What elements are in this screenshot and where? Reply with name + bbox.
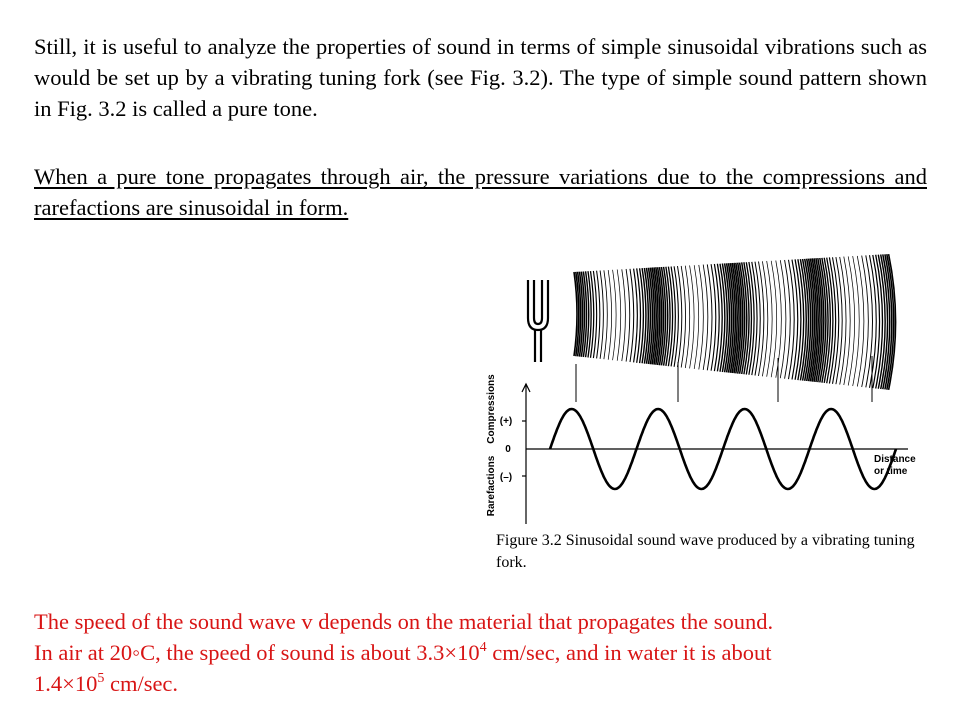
positive-label: (+)	[499, 416, 513, 427]
tuning-fork-icon	[528, 280, 548, 362]
air-prefix: In air at 20	[34, 640, 133, 665]
speed-of-sound-paragraph	[34, 606, 934, 699]
sound-wave-fronts	[574, 254, 896, 390]
wave-front-line	[694, 265, 699, 369]
pure-tone-paragraph: When a pure tone propagates through air, the pressure variations due to the compressions and rarefactions are sinusoidal in form.	[34, 164, 927, 220]
wave-front-line	[608, 270, 611, 360]
wave-front-line	[785, 260, 791, 379]
water-speed-base: 1.4×10	[34, 671, 98, 696]
air-speed-text: C, the speed of sound is about 3.3×10	[140, 640, 480, 665]
degree-symbol: ◦	[132, 640, 141, 665]
wave-front-line	[622, 269, 626, 361]
pressure-axis	[522, 384, 530, 524]
wave-front-line	[844, 257, 850, 385]
wave-front-line	[862, 256, 869, 387]
speed-line-1: The speed of the sound wave v depends on the material that propagates the sound.	[34, 609, 774, 634]
zero-label: 0	[505, 444, 511, 455]
intro-paragraph: Still, it is useful to analyze the properties of sound in terms of simple sinusoidal vibrations such as would be set up by a vibrating tuning fork (see Fig. 3.2). The type of simple sound pattern shown in Fig. 3.2 is called a pure tone.	[34, 34, 927, 121]
wave-front-line	[759, 262, 764, 376]
compressions-label: Compressions	[486, 374, 497, 444]
wave-front-line	[690, 265, 695, 368]
figure-caption: Figure 3.2 Sinusoidal sound wave produced by a vibrating tuning fork.	[496, 532, 915, 571]
distance-label: Distance	[874, 454, 916, 465]
wave-front-line	[762, 261, 767, 376]
water-text: cm/sec, and in water it is about	[486, 640, 772, 665]
rarefactions-label: Rarefactions	[486, 455, 497, 517]
wave-front-line	[613, 270, 617, 360]
wave-front-line	[857, 256, 864, 387]
air-exponent: 4	[479, 640, 487, 655]
wave-front-line	[848, 256, 854, 385]
wave-front-line	[866, 255, 873, 387]
wave-front-line	[604, 270, 607, 359]
wave-front-line	[840, 257, 846, 385]
wave-front-line	[714, 264, 719, 371]
wave-front-line	[792, 260, 798, 380]
wave-front-line	[617, 270, 621, 361]
wave-front-line	[853, 256, 860, 386]
water-exponent: 5	[97, 671, 105, 686]
or-time-label: or time	[874, 466, 908, 477]
wave-front-line	[703, 265, 708, 370]
wave-front-line	[626, 269, 630, 362]
negative-label: (–)	[499, 472, 513, 483]
wave-front-line	[699, 265, 704, 370]
wave-front-line	[789, 260, 795, 379]
water-unit: cm/sec.	[104, 671, 179, 696]
wave-front-line	[600, 271, 603, 359]
tuning-fork-figure	[478, 244, 938, 534]
wave-front-line	[630, 269, 634, 362]
